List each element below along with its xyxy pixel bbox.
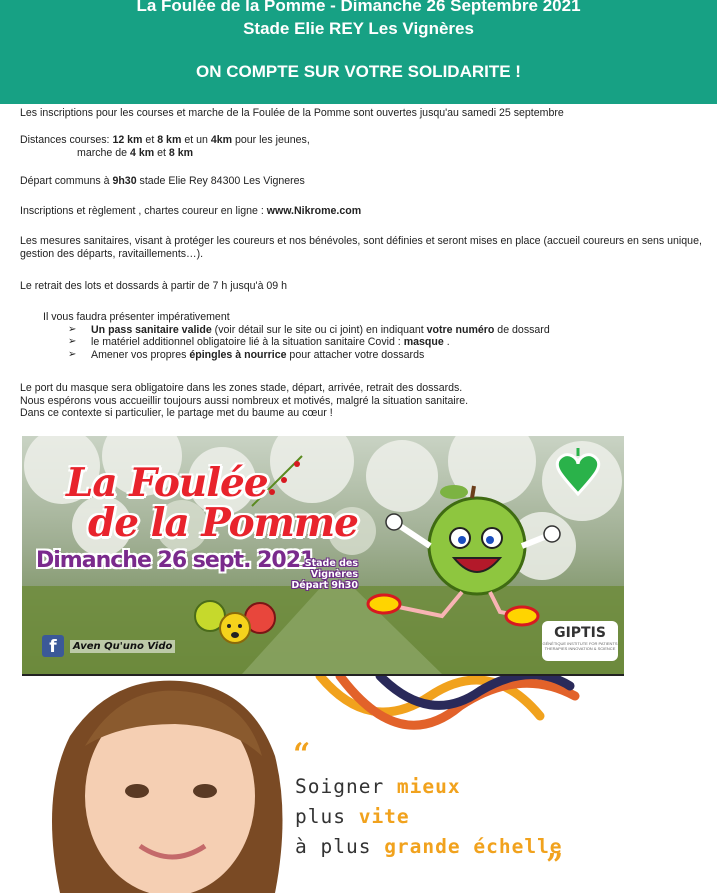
facebook-page-name: Aven Qu'uno Vido [70, 640, 175, 653]
banner-date: Dimanche 26 sept. 2021 [36, 548, 315, 573]
arrow-bullet-icon: ➢ [68, 336, 77, 347]
marche-line: marche de 4 km et 8 km [77, 146, 194, 159]
facebook-icon: f [42, 635, 64, 657]
closing-block [20, 382, 710, 420]
distances-line: Distances courses: 12 km et 8 km et un 4km pour les jeunes, [20, 134, 310, 146]
esperons-line: Nous espérons vous accueillir toujours aussi nombreux et motivés, malgré la situation sanitaire. [20, 394, 469, 407]
masque-line: Le port du masque sera obligatoire dans les zones stade, départ, arrivée, retrait des dossards. [20, 382, 463, 394]
inscriptions-line: Inscriptions et règlement , chartes coureur en ligne : www.Nikrome.com [20, 205, 362, 217]
mesures-paragraph: Les mesures sanitaires, visant à protéger les coureurs et nos bénévoles, sont définies et seront mises en place (accueil coureurs en sens unique, gestion des départs, ravitaillements…). [20, 235, 702, 260]
page-header [0, 0, 717, 104]
slogan-line2: plus vite [295, 805, 410, 828]
child-portrait-icon [52, 681, 283, 893]
slogan-line1: Soigner mieux [295, 775, 461, 798]
list-item: ➢ Un pass sanitaire valide (voir détail sur le site ou ci joint) en indiquant votre numéro de dossard [68, 323, 550, 336]
list-item: ➢ Amener vos propres épingles à nourrice pour attacher votre dossards [68, 348, 425, 361]
header-slogan: ON COMPTE SUR VOTRE SOLIDARITE ! [196, 62, 521, 81]
requirements-list [20, 324, 710, 362]
banner-title-line1: La Foulée [66, 460, 268, 506]
contexte-line: Dans ce contexte si particulier, le partage met du baume au cœur ! [20, 407, 333, 419]
retrait-line: Le retrait des lots et dossards à partir de 7 h jusqu'à 09 h [20, 280, 288, 292]
facebook-badge[interactable] [42, 634, 175, 658]
header-venue: Stade Elie REY Les Vignères [243, 19, 474, 38]
header-title: La Foulée de la Pomme - Dimanche 26 Septembre 2021 [136, 0, 581, 15]
arrow-bullet-icon: ➢ [68, 348, 77, 360]
slogan-line3: à plus grande échelle [295, 835, 563, 858]
requirements-intro: Il vous faudra présenter impérativement [43, 311, 230, 323]
depart-line: Départ communs à 9h30 stade Elie Rey 84300 Les Vigneres [20, 175, 305, 187]
nikrome-link[interactable]: www.Nikrome.com [266, 205, 362, 217]
intro-paragraph: Les inscriptions pour les courses et marche de la Foulée de la Pomme sont ouvertes jusqu'au samedi 25 septembre [20, 107, 564, 119]
banner-stade: Stade des Vignères Départ 9h30 [291, 558, 358, 591]
list-item: ➢ le matériel additionnel obligatoire lié à la situation sanitaire Covid : masque . [68, 336, 450, 348]
dna-wave-icon [320, 676, 575, 725]
giptis-logo: GIPTIS GÉNÉTIQUE INSTITUTE FOR PATIENTS THERAPIES INNOVATION & SCIENCE [542, 621, 618, 661]
requirements-block [20, 311, 710, 361]
banner-title-line2: de la Pomme [88, 500, 358, 546]
close-quote-icon: ” [546, 848, 564, 883]
event-banner [22, 436, 624, 676]
distances-block [20, 134, 710, 159]
open-quote-icon: “ [293, 737, 311, 772]
arrow-bullet-icon: ➢ [68, 323, 77, 335]
